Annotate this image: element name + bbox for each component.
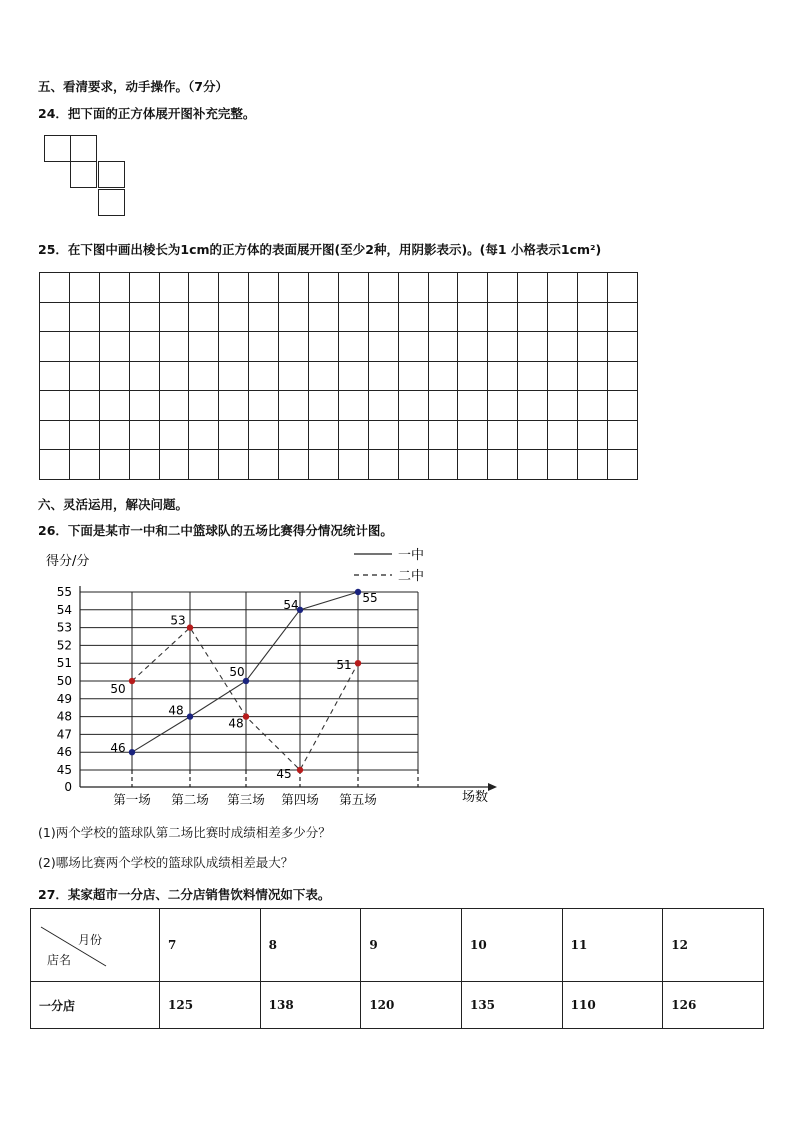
grid-cell[interactable] — [189, 391, 219, 421]
grid-cell[interactable] — [309, 361, 339, 391]
grid-cell[interactable] — [189, 273, 219, 303]
grid-cell[interactable] — [69, 391, 99, 421]
grid-cell[interactable] — [309, 332, 339, 362]
q26-sub2: (2)哪场比赛两个学校的篮球队成绩相差最大？ — [38, 855, 294, 870]
grid-cell[interactable] — [488, 420, 518, 450]
grid-cell[interactable] — [368, 450, 398, 480]
value-cell: 126 — [663, 982, 764, 1029]
grid-cell[interactable] — [159, 273, 189, 303]
grid-cell[interactable] — [129, 420, 159, 450]
grid-cell[interactable] — [279, 332, 309, 362]
data-label: 50 — [229, 665, 245, 679]
grid-cell[interactable] — [398, 450, 428, 480]
grid-cell[interactable] — [159, 361, 189, 391]
month-cell: 9 — [361, 909, 462, 982]
grid-cell[interactable] — [428, 361, 458, 391]
grid-cell[interactable] — [607, 273, 637, 303]
value-cell: 120 — [361, 982, 462, 1029]
grid-cell[interactable] — [458, 273, 488, 303]
grid-cell[interactable] — [219, 361, 249, 391]
grid-cell[interactable] — [428, 391, 458, 421]
series-2-point — [355, 660, 361, 666]
q24-text: 24．把下面的正方体展开图补充完整。 — [38, 106, 256, 121]
series-2-point — [129, 678, 135, 684]
grid-cell[interactable] — [607, 332, 637, 362]
grid-cell[interactable] — [428, 302, 458, 332]
grid-cell[interactable] — [338, 302, 368, 332]
month-cell: 8 — [260, 909, 361, 982]
table-header-row — [31, 909, 764, 982]
grid-cell[interactable] — [99, 332, 129, 362]
grid-cell[interactable] — [398, 302, 428, 332]
grid-cell[interactable] — [578, 302, 608, 332]
grid-cell[interactable] — [488, 391, 518, 421]
series-1-point — [355, 589, 361, 595]
diagonal-header-cell — [31, 909, 160, 982]
store-name-cell: 一分店 — [31, 982, 160, 1029]
series-line-1 — [132, 592, 358, 752]
month-cell: 7 — [160, 909, 261, 982]
month-cell: 11 — [562, 909, 663, 982]
grid-cell[interactable] — [578, 391, 608, 421]
grid-cell[interactable] — [249, 391, 279, 421]
net-square — [70, 135, 97, 162]
grid-cell[interactable] — [249, 450, 279, 480]
grid-cell[interactable] — [249, 420, 279, 450]
net-square — [98, 189, 125, 216]
grid-cell[interactable] — [578, 361, 608, 391]
grid-cell[interactable] — [219, 302, 249, 332]
grid-cell[interactable] — [189, 361, 219, 391]
grid-cell[interactable] — [219, 332, 249, 362]
net-square — [70, 161, 97, 188]
header-month-label: 月份 — [78, 933, 103, 947]
y-tick-label: 45 — [56, 763, 72, 777]
y-tick-label: 46 — [56, 745, 72, 760]
grid-cell[interactable] — [607, 450, 637, 480]
grid-cell[interactable] — [159, 450, 189, 480]
data-label: 50 — [110, 682, 126, 696]
grid-cell[interactable] — [398, 361, 428, 391]
x-axis-label: 场数 — [462, 790, 489, 805]
header-store-label: 店名 — [47, 953, 72, 967]
grid-cell[interactable] — [99, 450, 129, 480]
grid-cell[interactable] — [458, 332, 488, 362]
month-cell: 12 — [663, 909, 764, 982]
grid-cell[interactable] — [458, 302, 488, 332]
grid-cell[interactable] — [189, 420, 219, 450]
month-cell: 10 — [461, 909, 562, 982]
grid-cell[interactable] — [129, 332, 159, 362]
series-2-point — [187, 624, 193, 630]
y-tick-label: 47 — [56, 727, 72, 742]
y-tick-label: 54 — [56, 602, 72, 617]
grid-cell[interactable] — [219, 420, 249, 450]
drawing-grid[interactable] — [39, 272, 638, 480]
grid-cell[interactable] — [279, 361, 309, 391]
grid-cell[interactable] — [398, 391, 428, 421]
q25-text: 25．在下图中画出棱长为1cm的正方体的表面展开图(至少2种，用阴影表示)。(每1 小格表示1cm²) — [38, 242, 602, 257]
grid-cell[interactable] — [368, 391, 398, 421]
grid-cell[interactable] — [69, 420, 99, 450]
y-tick-label: 50 — [56, 674, 72, 688]
grid-cell[interactable] — [398, 420, 428, 450]
net-square — [98, 161, 125, 188]
grid-cell[interactable] — [607, 391, 637, 421]
value-cell: 138 — [260, 982, 361, 1029]
q26-sub1: (1)两个学校的篮球队第二场比赛时成绩相差多少分？ — [38, 825, 331, 840]
y-axis-label: 得分/分 — [46, 554, 90, 569]
grid-cell[interactable] — [40, 332, 70, 362]
grid-cell[interactable] — [99, 273, 129, 303]
grid-cell[interactable] — [518, 273, 548, 303]
grid-cell[interactable] — [40, 361, 70, 391]
grid-cell[interactable] — [219, 391, 249, 421]
series-2-point — [243, 713, 249, 719]
data-label: 48 — [228, 716, 244, 731]
grid-cell[interactable] — [338, 273, 368, 303]
grid-cell[interactable] — [338, 391, 368, 421]
grid-cell[interactable] — [548, 420, 578, 450]
y-tick-label: 48 — [56, 709, 72, 724]
grid-cell[interactable] — [548, 450, 578, 480]
grid-cell[interactable] — [368, 361, 398, 391]
data-label: 45 — [276, 767, 292, 781]
x-tick-label: 第三场 — [227, 792, 265, 807]
grid-cell[interactable] — [69, 361, 99, 391]
grid-cell[interactable] — [129, 450, 159, 480]
legend-series-2: 二中 — [398, 569, 425, 584]
y-tick-label: 55 — [56, 585, 72, 599]
grid-cell[interactable] — [40, 302, 70, 332]
x-tick-label: 第一场 — [113, 792, 151, 807]
grid-cell[interactable] — [99, 391, 129, 421]
grid-cell[interactable] — [488, 450, 518, 480]
grid-cell[interactable] — [69, 302, 99, 332]
grid-cell[interactable] — [159, 332, 189, 362]
grid-cell[interactable] — [548, 273, 578, 303]
grid-cell[interactable] — [99, 361, 129, 391]
score-line-chart — [38, 543, 508, 811]
y-tick-label: 51 — [56, 656, 72, 671]
grid-cell[interactable] — [279, 420, 309, 450]
value-cell: 110 — [562, 982, 663, 1029]
sales-table — [30, 908, 764, 1029]
grid-cell[interactable] — [428, 450, 458, 480]
grid-cell[interactable] — [309, 450, 339, 480]
grid-cell[interactable] — [368, 420, 398, 450]
grid-cell[interactable] — [159, 302, 189, 332]
grid-cell[interactable] — [368, 332, 398, 362]
grid-cell[interactable] — [69, 332, 99, 362]
y-tick-label: 53 — [56, 620, 72, 635]
grid-cell[interactable] — [40, 420, 70, 450]
grid-cell[interactable] — [578, 420, 608, 450]
grid-cell[interactable] — [578, 273, 608, 303]
data-label: 54 — [283, 597, 299, 612]
series-1-point — [129, 749, 135, 755]
data-label: 53 — [170, 613, 186, 628]
grid-cell[interactable] — [578, 450, 608, 480]
grid-cell[interactable] — [398, 273, 428, 303]
grid-cell[interactable] — [607, 302, 637, 332]
grid-cell[interactable] — [99, 302, 129, 332]
grid-cell[interactable] — [40, 450, 70, 480]
grid-cell[interactable] — [518, 361, 548, 391]
grid-cell[interactable] — [338, 332, 368, 362]
grid-cell[interactable] — [518, 450, 548, 480]
grid-cell[interactable] — [309, 273, 339, 303]
grid-cell[interactable] — [458, 420, 488, 450]
grid-cell[interactable] — [518, 332, 548, 362]
grid-cell[interactable] — [279, 273, 309, 303]
grid-cell[interactable] — [129, 391, 159, 421]
grid-cell[interactable] — [309, 391, 339, 421]
grid-cell[interactable] — [219, 450, 249, 480]
grid-cell[interactable] — [398, 332, 428, 362]
value-cell: 135 — [461, 982, 562, 1029]
grid-cell[interactable] — [338, 450, 368, 480]
grid-cell[interactable] — [249, 332, 279, 362]
grid-cell[interactable] — [69, 450, 99, 480]
grid-cell[interactable] — [279, 450, 309, 480]
grid-cell[interactable] — [428, 420, 458, 450]
grid-cell[interactable] — [488, 361, 518, 391]
grid-cell[interactable] — [279, 391, 309, 421]
grid-cell[interactable] — [428, 273, 458, 303]
section5-title: 五、看清要求，动手操作。（7分） — [38, 79, 228, 94]
grid-cell[interactable] — [458, 391, 488, 421]
grid-cell[interactable] — [159, 391, 189, 421]
grid-cell[interactable] — [219, 273, 249, 303]
grid-cell[interactable] — [249, 302, 279, 332]
grid-cell[interactable] — [189, 302, 219, 332]
grid-cell[interactable] — [309, 420, 339, 450]
grid-cell[interactable] — [488, 273, 518, 303]
section6-title: 六、灵活运用，解决问题。 — [38, 497, 189, 512]
grid-cell[interactable] — [40, 273, 70, 303]
y-tick-label: 49 — [56, 691, 72, 706]
grid-cell[interactable] — [518, 420, 548, 450]
legend-series-1: 一中 — [398, 548, 425, 563]
q26-text: 26．下面是某市一中和二中篮球队的五场比赛得分情况统计图。 — [38, 523, 393, 538]
grid-cell[interactable] — [69, 273, 99, 303]
net-square — [44, 135, 71, 162]
grid-cell[interactable] — [40, 391, 70, 421]
grid-cell[interactable] — [338, 420, 368, 450]
series-2-point — [297, 767, 303, 773]
grid-cell[interactable] — [548, 302, 578, 332]
data-label: 46 — [110, 741, 126, 756]
x-tick-label: 第四场 — [281, 792, 319, 807]
grid-cell[interactable] — [518, 391, 548, 421]
grid-cell[interactable] — [488, 302, 518, 332]
series-1-point — [187, 713, 193, 719]
grid-cell[interactable] — [548, 361, 578, 391]
grid-cell[interactable] — [488, 332, 518, 362]
data-label: 55 — [362, 591, 378, 605]
grid-cell[interactable] — [249, 273, 279, 303]
grid-cell[interactable] — [607, 420, 637, 450]
grid-cell[interactable] — [159, 420, 189, 450]
y-tick-label: 52 — [56, 638, 72, 653]
q27-text: 27．某家超市一分店、二分店销售饮料情况如下表。 — [38, 887, 331, 902]
grid-cell[interactable] — [368, 273, 398, 303]
grid-cell[interactable] — [99, 420, 129, 450]
grid-cell[interactable] — [607, 361, 637, 391]
data-label: 48 — [168, 703, 184, 718]
x-tick-label: 第五场 — [339, 792, 377, 807]
legend — [354, 547, 424, 584]
grid-cell[interactable] — [129, 273, 159, 303]
grid-cell[interactable] — [249, 361, 279, 391]
grid-cell[interactable] — [548, 391, 578, 421]
grid-cell[interactable] — [189, 332, 219, 362]
grid-cell[interactable] — [189, 450, 219, 480]
x-tick-label: 第二场 — [171, 792, 209, 807]
grid-cell[interactable] — [368, 302, 398, 332]
grid-cell[interactable] — [129, 302, 159, 332]
grid-cell[interactable] — [548, 332, 578, 362]
grid-cell[interactable] — [338, 361, 368, 391]
grid-cell[interactable] — [458, 361, 488, 391]
grid-cell[interactable] — [428, 332, 458, 362]
table-row — [31, 982, 764, 1029]
grid-cell[interactable] — [129, 361, 159, 391]
value-cell: 125 — [160, 982, 261, 1029]
grid-cell[interactable] — [279, 302, 309, 332]
x-axis-arrow — [488, 783, 497, 791]
y-tick-label: 0 — [64, 780, 72, 794]
grid-cell[interactable] — [578, 332, 608, 362]
data-label: 51 — [336, 658, 352, 673]
grid-cell[interactable] — [309, 302, 339, 332]
grid-cell[interactable] — [458, 450, 488, 480]
grid-cell[interactable] — [518, 302, 548, 332]
